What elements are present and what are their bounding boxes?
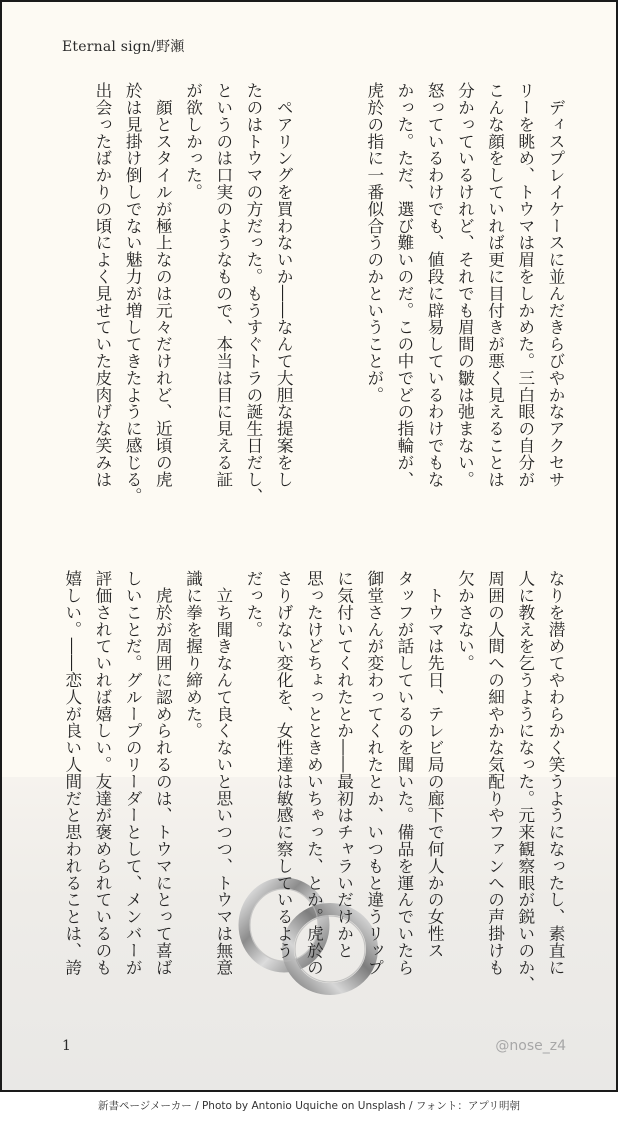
lower-line: 評価されていれば嬉しい。友達が褒められているのも (92, 570, 112, 976)
credits-footer: 新書ページメーカー / Photo by Antonio Uquiche on Unsplash / フォント：アプリ明朝 (98, 1100, 520, 1112)
lower-line: に気付いてくれたとか――最初はチャラいだけかと (334, 570, 354, 959)
upper-line (298, 82, 328, 542)
upper-line: リーを眺め、トウマは眉をしかめた。三白眼の自分が (515, 82, 535, 488)
upper-line: ペアリングを買わないか――なんて大胆な提案をし (274, 82, 294, 488)
lower-line: 識に拳を握り締めた。 (183, 570, 203, 739)
upper-line (328, 82, 358, 542)
lower-line: タッフが話しているのを聞いた。備品を運んでいたら (394, 570, 414, 976)
upper-line: 虎於の指に一番似合うのかということが。 (364, 82, 384, 404)
upper-line: が欲しかった。 (183, 82, 203, 201)
upper-line: 出会ったばかりの頃によく見せていた皮肉げな笑みは (92, 82, 112, 488)
lower-line: 欠かさない。 (455, 570, 475, 672)
body-text-lower (57, 570, 570, 993)
lower-line: さりげない変化を、女性達は敏感に察しているよう (274, 570, 294, 959)
lower-line: 御堂さんが変わってくれたとか、いつもと違うリップ (364, 570, 384, 976)
lower-line: 思ったけどちょっとときめいちゃった、とか。虎於の (304, 570, 324, 976)
upper-line: 怒っているわけでも、値段に辟易しているわけでもな (425, 82, 445, 488)
upper-line: というのは口実のようなもので、本当は目に見える証 (213, 82, 233, 488)
upper-line: 顔とスタイルが極上なのは元々だけれど、近頃の虎 (153, 82, 173, 488)
body-text-upper (87, 82, 570, 542)
lower-line: 人に教えを乞うようになった。元来観察眼が鋭いのか、 (515, 570, 535, 993)
lower-line: トウマは先日、テレビ局の廊下で何人かの女性ス (425, 570, 445, 959)
page-number: 1 (62, 1038, 71, 1054)
lower-line: 周囲の人間への細やかな気配りやファンへの声掛けも (485, 570, 505, 976)
upper-line: ディスプレイケースに並んだきらびやかなアクセサ (546, 82, 565, 488)
page-header-title: Eternal sign/野瀬 (62, 39, 185, 55)
upper-line: 於は見掛け倒しでない魅力が増してきたように感じる。 (123, 82, 143, 505)
upper-line: かった。ただ、選び難いのだ。この中でどの指輪が、 (394, 82, 414, 488)
lower-line: 虎於が周囲に認められるのは、トウマにとって喜ば (153, 570, 173, 976)
upper-line: 分かっているけれど、それでも眉間の皺は弛まない。 (455, 82, 475, 488)
author-handle: @nose_z4 (495, 1038, 566, 1054)
upper-line: こんな顔をしていれば更に目付きが悪く見えることは (485, 82, 505, 488)
lower-line: 嬉しい。――恋人が良い人間だと思われることは、誇 (62, 570, 82, 976)
lower-line: 立ち聞きなんて良くないと思いつつ、トウマは無意 (213, 570, 233, 976)
upper-line: たのはトウマの方だった。もうすぐトラの誕生日だし、 (243, 82, 263, 505)
lower-line: だった。 (243, 570, 263, 638)
lower-line: なりを潜めてやわらかく笑うようになったし、素直に (546, 570, 565, 976)
lower-line: しいことだ。グループのリーダーとして、メンバーが (123, 570, 143, 976)
